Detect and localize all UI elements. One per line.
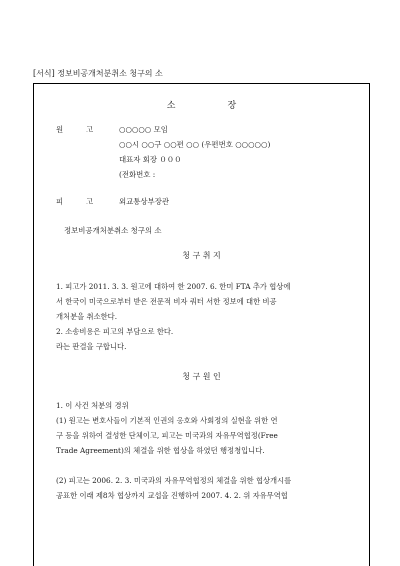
document-title: 소 장 [166, 101, 237, 111]
claim-line: 서 한국이 미국으로부터 받은 전문적 비자 쿼터 서한 정보에 대한 비공 [56, 297, 277, 306]
defendant-name: 외교통상부장관 [119, 197, 169, 206]
cause-heading: 청 구 원 인 [182, 372, 221, 381]
defendant-label-1: 피 [56, 197, 64, 206]
cause-line: 구 등을 위하여 결성한 단체이고, 피고는 미국과의 자유무역협정(Free [56, 431, 278, 440]
plaintiff-address: ○○시 ○○구 ○○편 ○○ (우편번호 ○○○○○) [119, 140, 271, 149]
complaint-form [33, 83, 370, 566]
case-name: 정보비공개처분취소 청구의 소 [64, 226, 162, 235]
plaintiff-name: ○○○○○ 모임 [119, 125, 168, 134]
claim-line: 개처분을 취소한다. [56, 312, 118, 321]
cause-line: Trade Agreement)의 체결을 위한 협상을 하였던 행정청입니다. [56, 446, 265, 455]
plaintiff-label-1: 원 [56, 125, 64, 134]
claim-heading: 청 구 취 지 [182, 251, 221, 260]
cause-line: 1. 이 사건 처분의 경위 [56, 401, 129, 410]
cause-line: 공표한 이래 제8차 협상까지 교섭을 진행하여 2007. 4. 2. 위 자유무역협 [56, 491, 288, 500]
cause-line: (2) 피고는 2006. 2. 3. 미국과의 자유무역협정의 체결을 위한 협상개시를 [56, 476, 292, 485]
claim-line: 1. 피고가 2011. 3. 3. 원고에 대하여 한 2007. 6. 한미 FTA 추가 협상에 [56, 282, 291, 291]
defendant-label-2: 고 [86, 197, 94, 206]
document-caption: [서식] 정보비공개처분취소 청구의 소 [33, 69, 163, 78]
plaintiff-representative: 대표자 회장 ０００ [119, 155, 182, 164]
claim-line: 2. 소송비용은 피고의 부담으로 한다. [56, 327, 174, 336]
plaintiff-label-2: 고 [86, 125, 94, 134]
claim-line: 라는 판결을 구합니다. [56, 342, 127, 351]
plaintiff-contact: (전화번호 : [119, 170, 156, 179]
cause-line: (1) 원고는 변호사들이 기본적 인권의 옹호와 사회정의 실현을 위한 연 [56, 416, 278, 425]
